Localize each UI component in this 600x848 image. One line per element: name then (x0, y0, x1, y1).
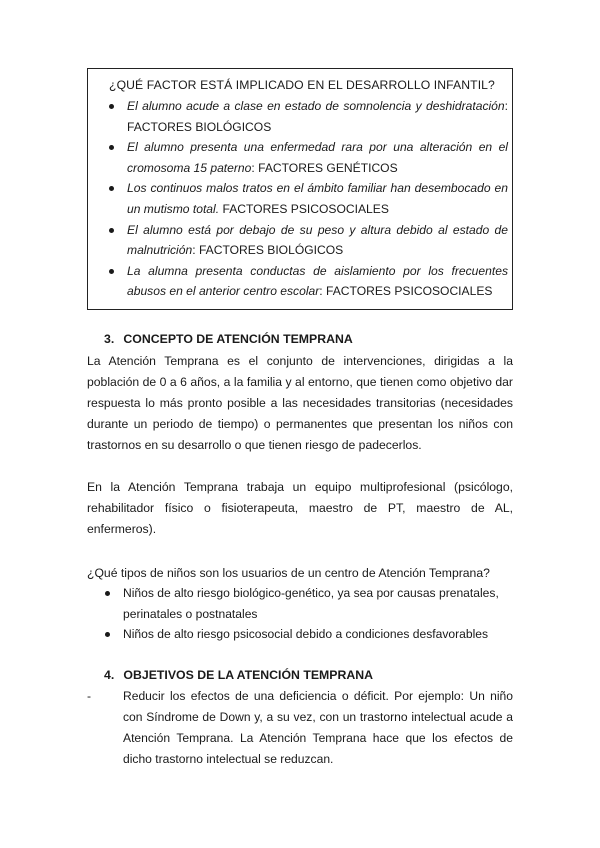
bullet-icon (105, 591, 110, 596)
list-item: Niños de alto riesgo biológico-genético, ya sea por causas prenatales, perinatales o postnatales (87, 583, 513, 624)
section-3-heading: 3. CONCEPTO DE ATENCIÓN TEMPRANA (104, 332, 353, 346)
list-item: La alumna presenta conductas de aislamiento por los frecuentes abusos en el anterior centro escolar: FACTORES PSICOSOCIALES (96, 261, 508, 302)
bullet-icon (109, 186, 114, 191)
list-item: El alumno acude a clase en estado de somnolencia y deshidratación: FACTORES BIOLÓGICOS (96, 96, 508, 137)
section-3-question: ¿Qué tipos de niños son los usuarios de un centro de Atención Temprana? (87, 566, 490, 580)
bullet-icon (109, 145, 114, 150)
list-item: - Reducir los efectos de una deficiencia o déficit. Por ejemplo: Un niño con Síndrome de Down y, a su vez, con un trastorno intelectual acude a Atención Temprana. La Atención Temprana hace que los efectos de dicho trastorno intelectual se reduzcan. (87, 686, 513, 770)
list-item: El alumno presenta una enfermedad rara por una alteración en el cromosoma 15 paterno: FACTORES GENÉTICOS (96, 137, 508, 178)
section-4-heading: 4. OBJETIVOS DE LA ATENCIÓN TEMPRANA (104, 668, 374, 682)
user-types-list (87, 583, 513, 645)
objectives-list (87, 686, 513, 770)
box-title: ¿QUÉ FACTOR ESTÁ IMPLICADO EN EL DESARROLLO INFANTIL? (109, 78, 495, 92)
section-3-paragraph-2: En la Atención Temprana trabaja un equipo multiprofesional (psicólogo, rehabilitador físico o fisioterapeuta, maestro de PT, maestro de AL, enfermeros). (87, 480, 513, 536)
bullet-icon (109, 269, 114, 274)
list-item: Los continuos malos tratos en el ámbito familiar han desembocado en un mutismo total. FACTORES PSICOSOCIALES (96, 178, 508, 219)
bullet-icon (109, 228, 114, 233)
dash-marker: - (87, 689, 92, 703)
list-item: El alumno está por debajo de su peso y altura debido al estado de malnutrición: FACTORES BIOLÓGICOS (96, 220, 508, 261)
bullet-icon (109, 104, 114, 109)
factor-list (96, 96, 508, 302)
section-3-paragraph-1: La Atención Temprana es el conjunto de intervenciones, dirigidas a la población de 0 a 6 años, a la familia y al entorno, que tienen como objetivo dar respuesta lo más pronto posible a las necesidades transitorias (necesidades durante un periodo de tiempo) o permanentes que presentan los niños con trastornos en su desarrollo o que tienen riesgo de padecerlos. (87, 354, 513, 452)
bullet-icon (105, 632, 110, 637)
factor-question-box (87, 68, 513, 310)
list-item: Niños de alto riesgo psicosocial debido a condiciones desfavorables (87, 624, 513, 645)
